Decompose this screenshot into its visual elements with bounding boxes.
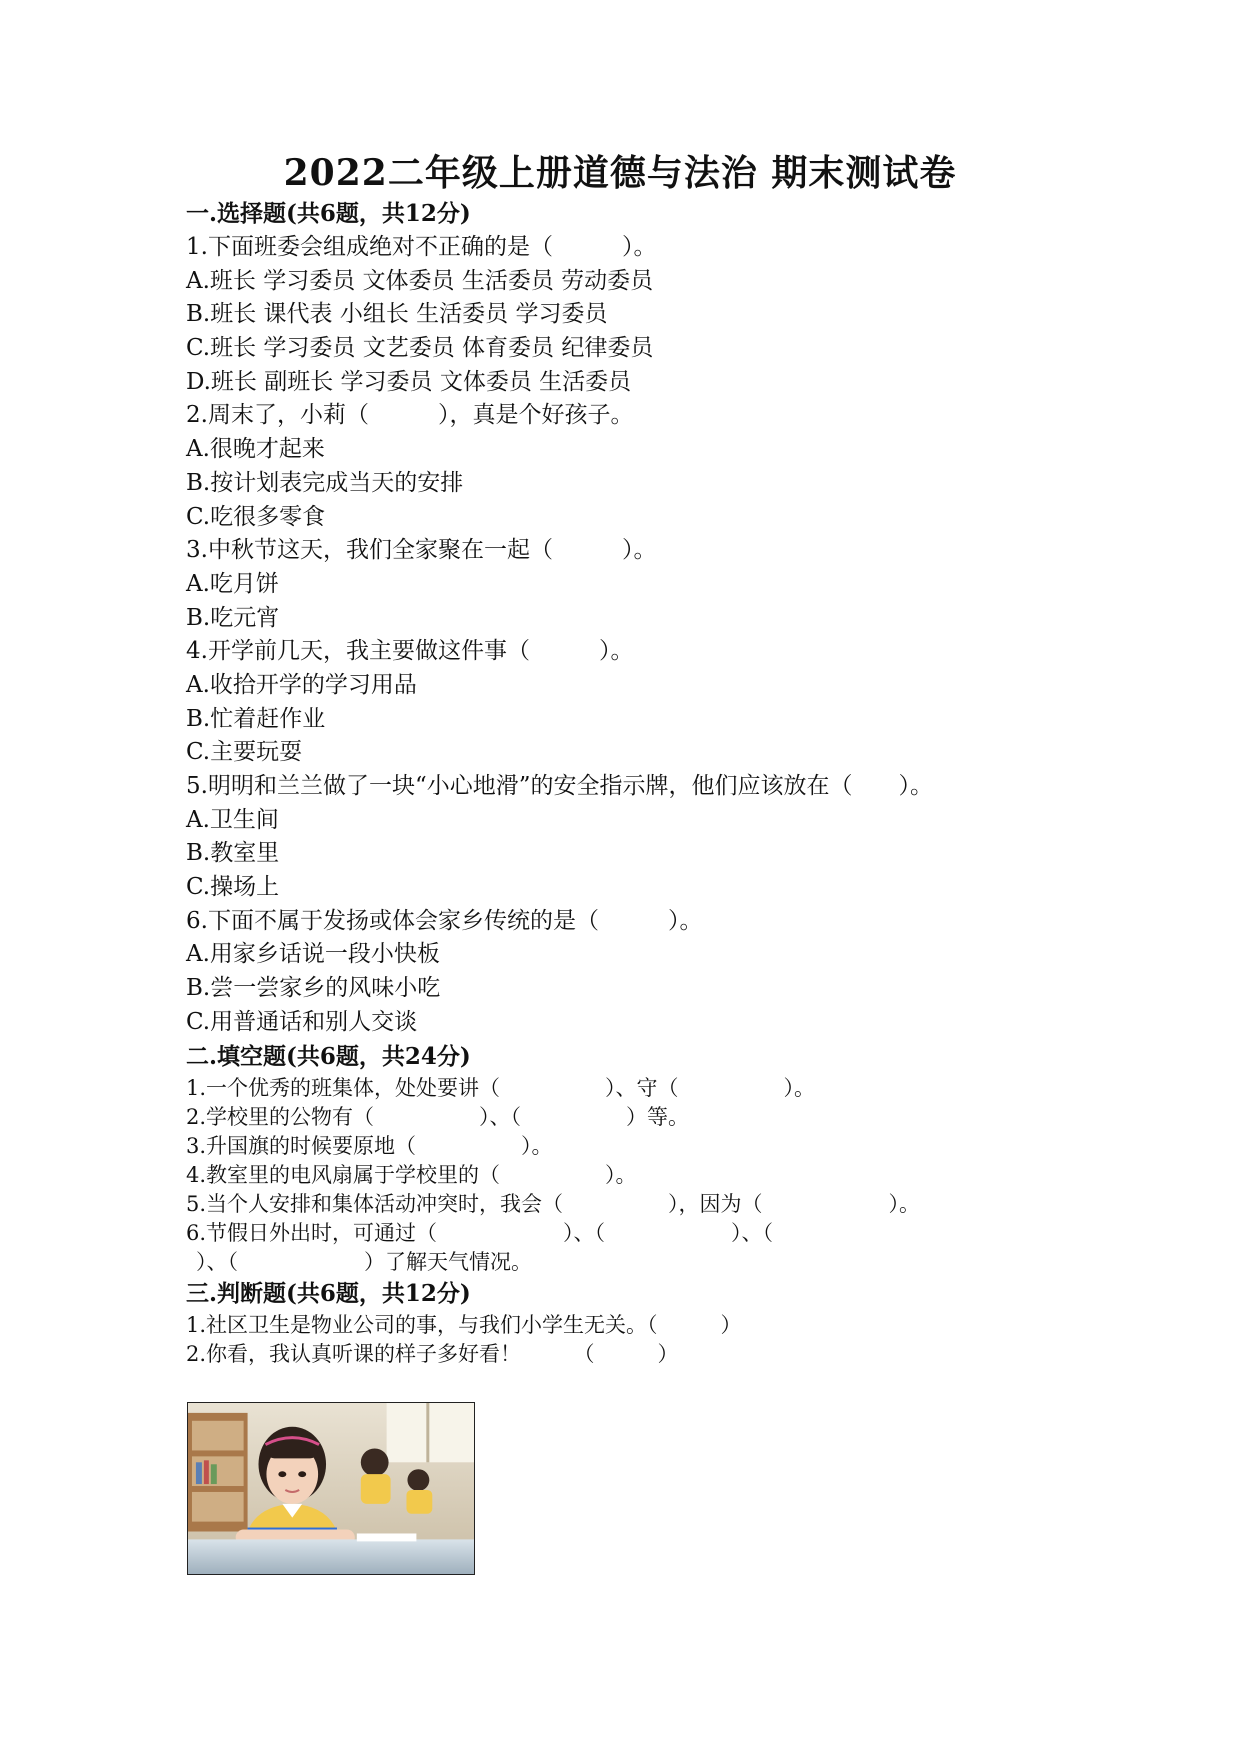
fill-question-line: 2.学校里的公物有（ ）、（ ）等。 — [186, 1104, 690, 1129]
option-line: A.很晚才起来 — [186, 436, 325, 463]
fill-question-line: 6.节假日外出时，可通过（ ）、（ ）、（ — [186, 1220, 774, 1245]
option-line: B.教室里 — [186, 840, 280, 867]
option-line: A.用家乡话说一段小快板 — [186, 941, 440, 968]
option-line: A.班长 学习委员 文体委员 生活委员 劳动委员 — [186, 267, 654, 294]
option-line: C.吃很多零食 — [186, 503, 326, 530]
option-line: A.吃月饼 — [186, 570, 279, 597]
option-line: A.收拾开学的学习用品 — [186, 671, 417, 698]
fill-question-line: 1.一个优秀的班集体，处处要讲（ ）、守（ ）。 — [186, 1075, 816, 1100]
classroom-photo-illustration — [188, 1403, 474, 1574]
option-line: A.卫生间 — [186, 806, 279, 833]
question-line: 4.开学前几天，我主要做这件事（ ）。 — [186, 638, 634, 665]
option-line: B.吃元宵 — [186, 604, 280, 631]
section-heading-judge: 三.判断题(共6题，共12分) — [186, 1279, 471, 1307]
judge-question-line: 1.社区卫生是物业公司的事，与我们小学生无关。（ ） — [186, 1312, 742, 1337]
option-line: C.主要玩耍 — [186, 739, 303, 766]
option-line: C.班长 学习委员 文艺委员 体育委员 纪律委员 — [186, 335, 654, 362]
fill-question-line: 5.当个人安排和集体活动冲突时，我会（ ），因为（ ）。 — [186, 1191, 921, 1216]
option-line: D.班长 副班长 学习委员 文体委员 生活委员 — [186, 368, 632, 395]
question-line: 1.下面班委会组成绝对不正确的是（ ）。 — [186, 234, 657, 260]
classroom-photo — [187, 1402, 475, 1575]
option-line: B.按计划表完成当天的安排 — [186, 469, 464, 496]
question-line: 6.下面不属于发扬或体会家乡传统的是（ ）。 — [186, 907, 703, 934]
question-line: 2.周末了，小莉（ ），真是个好孩子。 — [186, 402, 634, 429]
fill-question-line: 4.教室里的电风扇属于学校里的（ ）。 — [186, 1162, 637, 1187]
option-line: B.忙着赶作业 — [186, 705, 326, 732]
question-line: 5.明明和兰兰做了一块“小心地滑”的安全指示牌，他们应该放在（ ）。 — [186, 773, 933, 799]
option-line: C.操场上 — [186, 874, 280, 901]
judge-question-line: 2.你看，我认真听课的样子多好看！ （ ） — [186, 1341, 679, 1366]
option-line: C.用普通话和别人交谈 — [186, 1008, 418, 1035]
section-heading-choice: 一.选择题(共6题，共12分) — [186, 200, 471, 227]
option-line: B.班长 课代表 小组长 生活委员 学习委员 — [186, 301, 608, 328]
fill-question-continuation: ）、（ ）了解天气情况。 — [196, 1249, 532, 1274]
section-heading-fill: 二.填空题(共6题，共24分) — [186, 1042, 471, 1070]
question-line: 3.中秋节这天，我们全家聚在一起（ ）。 — [186, 537, 657, 564]
exam-content — [186, 197, 1146, 1369]
option-line: B.尝一尝家乡的风味小吃 — [186, 975, 441, 1002]
exam-title: 2022二年级上册道德与法治 期末测试卷 — [283, 152, 957, 194]
fill-question-line: 3.升国旗的时候要原地（ ）。 — [186, 1133, 553, 1158]
